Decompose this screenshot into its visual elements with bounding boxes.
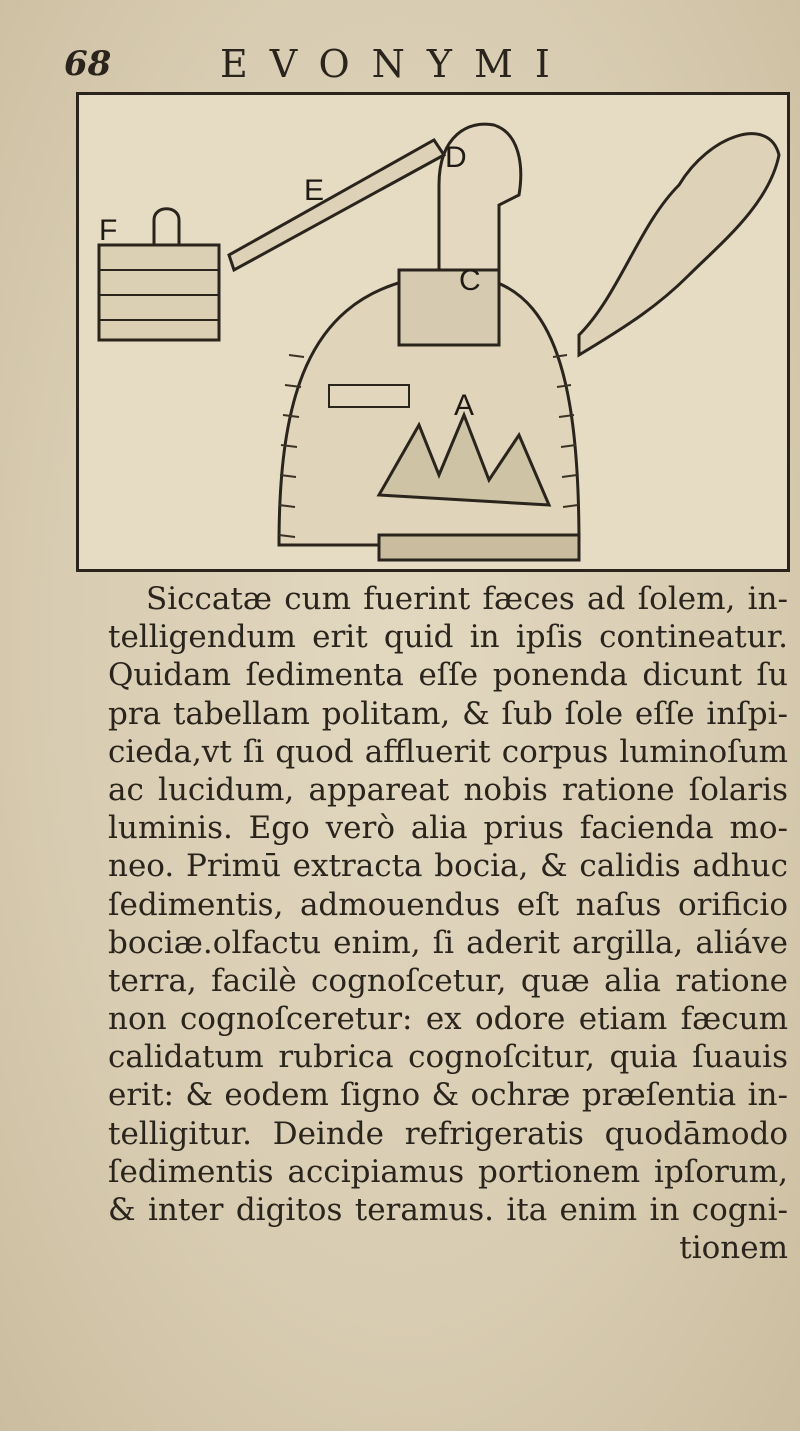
smoke-plume bbox=[579, 134, 779, 355]
text-line: Quidam ſedimenta eſſe ponenda dicunt ſu bbox=[108, 657, 788, 694]
text-line: luminis. Ego verò alia prius facienda mo- bbox=[108, 810, 788, 847]
text-line: erit: & eodem ſigno & ochræ præſentia in- bbox=[108, 1077, 788, 1114]
woodcut-illustration bbox=[79, 95, 787, 569]
inner-chamber bbox=[399, 270, 499, 345]
label-f: F bbox=[99, 214, 118, 247]
text-line: ſedimentis, admouendus eſt naſus orificio bbox=[108, 886, 788, 923]
text-line: calidatum rubrica cognoſcitur, quia ſuauis bbox=[108, 1039, 788, 1076]
furnace-base bbox=[379, 535, 579, 560]
text-line: pra tabellam politam, & ſub ſole eſſe inſpi- bbox=[108, 695, 788, 732]
shelf bbox=[329, 385, 409, 407]
text-line: cieda,vt ſi quod affluerit corpus luminoſum bbox=[108, 733, 788, 770]
text-line: bociæ.olfactu enim, ſi aderit argilla, aliáve bbox=[108, 924, 788, 961]
text-line: & inter digitos teramus. ita enim in cogni- bbox=[108, 1192, 788, 1228]
receiver-vessel bbox=[99, 245, 219, 340]
text-line: telligendum erit quid in ipſis contineatur. bbox=[108, 619, 788, 656]
distillation-woodcut bbox=[76, 92, 790, 572]
running-head: EVONYMI bbox=[220, 42, 572, 86]
page-header bbox=[60, 40, 760, 90]
receiver-handle bbox=[154, 209, 179, 245]
page-number: 68 bbox=[64, 44, 112, 84]
text-line: Siccatæ cum fuerint fæces ad ſolem, in- bbox=[146, 581, 788, 617]
label-c: C bbox=[459, 264, 481, 297]
text-line: telligitur. Deinde refrigeratis quodāmodo bbox=[108, 1115, 788, 1152]
label-a: A bbox=[454, 389, 475, 422]
pipe bbox=[229, 140, 444, 270]
body-text bbox=[108, 580, 788, 1267]
text-line: non cognoſceretur: ex odore etiam fæcum bbox=[108, 1001, 788, 1038]
text-line: ſedimentis accipiamus portionem ipſorum, bbox=[108, 1153, 788, 1190]
text-line: tionem bbox=[679, 1230, 788, 1267]
text-line: ac lucidum, appareat nobis ratione ſolaris bbox=[108, 771, 788, 808]
text-line: terra, facilè cognoſcetur, quæ alia ratione bbox=[108, 962, 788, 999]
text-line: neo. Primū extracta bocia, & calidis adhuc bbox=[108, 848, 788, 885]
label-d: D bbox=[445, 141, 467, 174]
label-e: E bbox=[304, 174, 325, 207]
